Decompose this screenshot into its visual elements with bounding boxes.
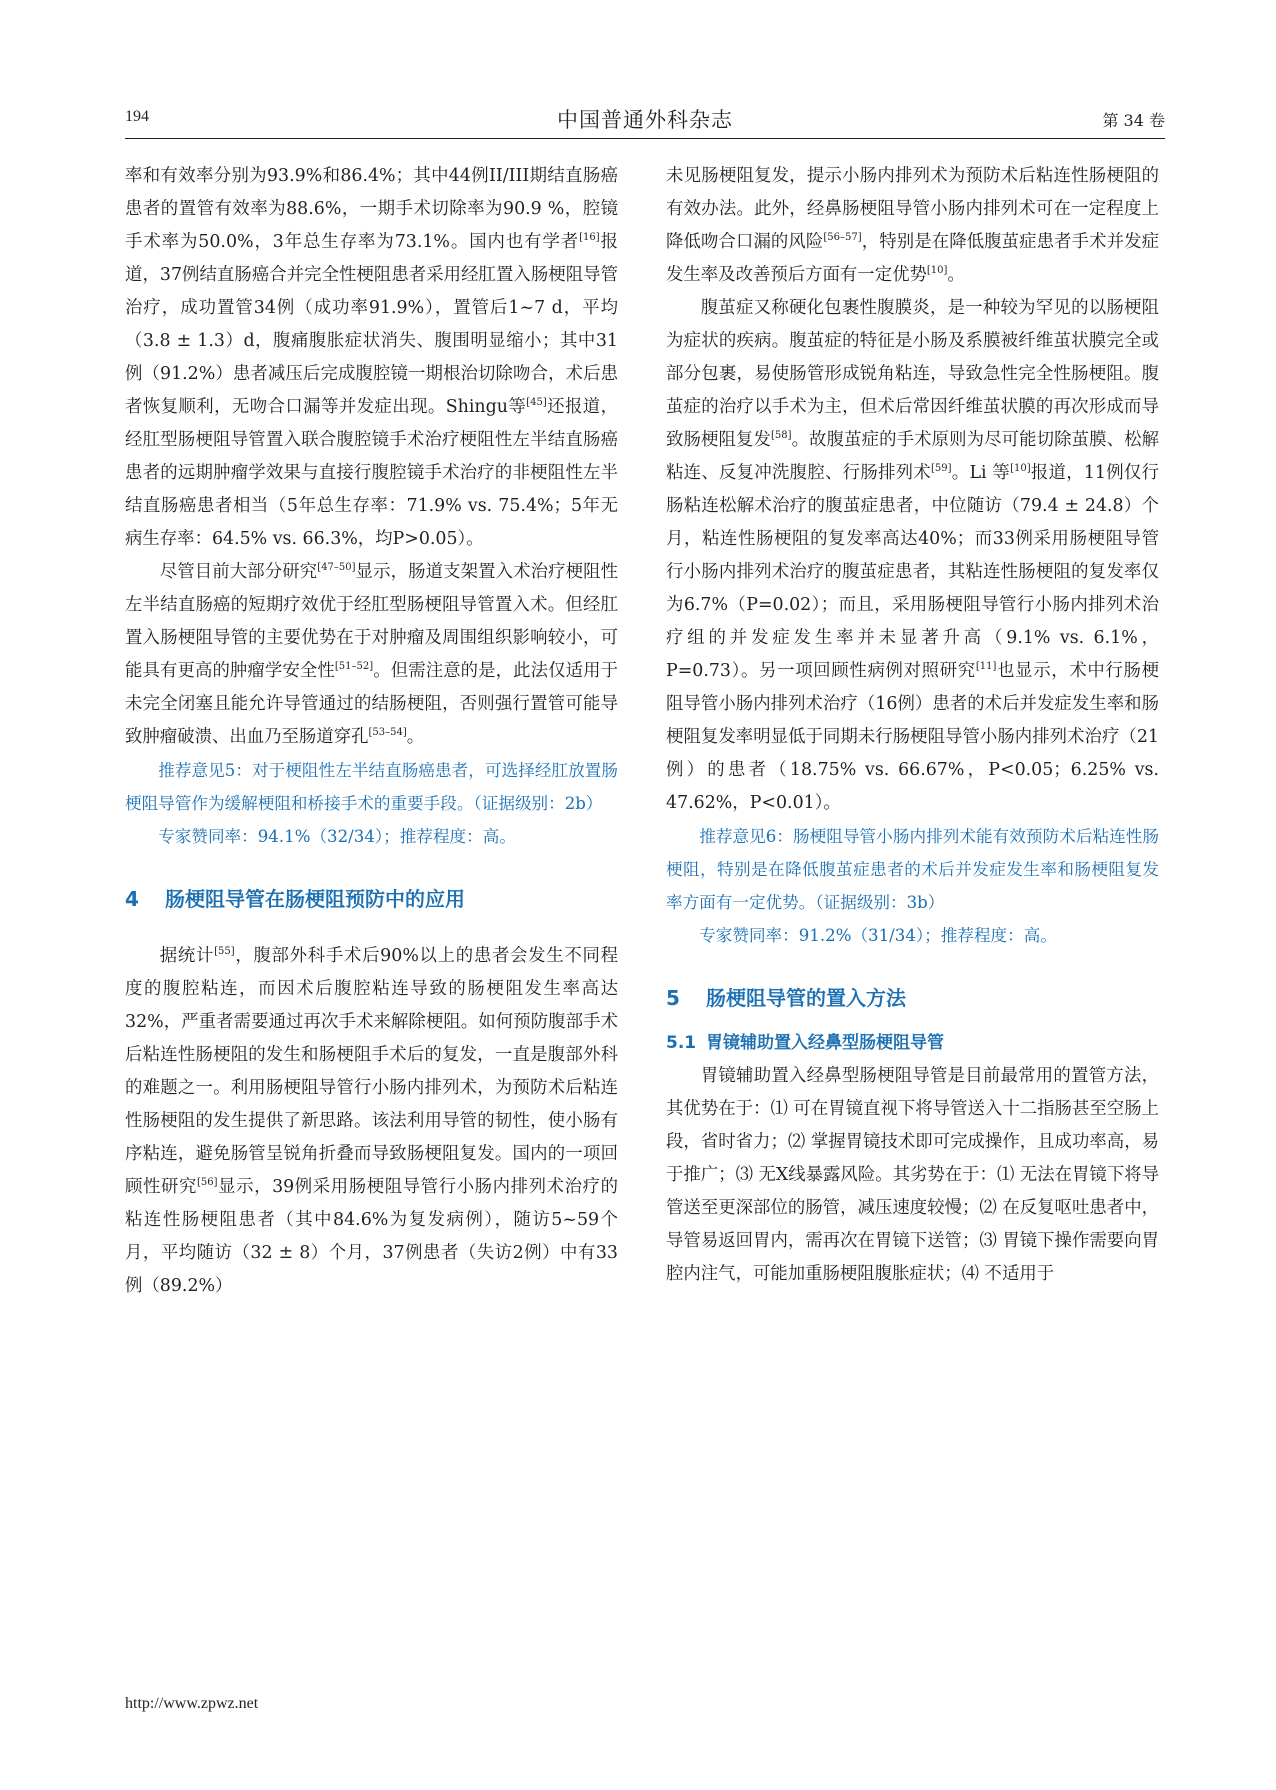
citation[interactable]: [10] xyxy=(1010,463,1031,475)
section-5-heading: 5 肠梗阻导管的置入方法 xyxy=(666,986,906,1010)
citation[interactable]: [51–52] xyxy=(334,661,374,673)
recommendation-5-consensus: 专家赞同率：94.1%（32/34）；推荐程度：高。 xyxy=(158,827,516,846)
page-number: 194 xyxy=(125,108,149,125)
volume-label: 第 34 卷 xyxy=(1102,111,1165,130)
section-4-heading: 4 肠梗阻导管在肠梗阻预防中的应用 xyxy=(125,887,465,911)
citation[interactable]: [47–50] xyxy=(317,562,356,574)
right-column xyxy=(666,160,1159,1291)
left-column xyxy=(125,160,618,1303)
citation[interactable]: [55] xyxy=(214,946,235,958)
journal-title: 中国普通外科杂志 xyxy=(557,108,733,132)
paragraph: 胃镜辅助置入经鼻型肠梗阻导管是目前最常用的置管方法，其优势在于：⑴ 可在胃镜直视下将导管送入十二指肠甚至空肠上段，省时省力；⑵ 掌握胃镜技术即可完成操作，且成功率高，易于推广；⑶ 无X线暴露风险。其劣势在于：⑴ 无法在胃镜下将导管送至更深部位的肠管，减压速度较慢；⑵ 在反复呕吐患者中，导管易返回胃内，需再次在胃镜下送管；⑶ 胃镜下操作需要向胃腔内注气，可能加重肠梗阻腹胀症状；⑷ 不适用于 xyxy=(666,1066,1159,1284)
citation[interactable]: [56] xyxy=(196,1177,218,1189)
recommendation-6: 推荐意见6：肠梗阻导管小肠内排列术能有效预防术后粘连性肠梗阻，特别是在降低腹茧症患者的术后并发症发生率和肠梗阻复发率方面有一定优势。（证据级别：3b） xyxy=(666,827,1159,912)
header-rule xyxy=(125,138,1165,139)
citation[interactable]: [58] xyxy=(771,430,792,442)
paragraph: 率和有效率分别为93.9%和86.4%；其中44例II/III期结直肠癌患者的置管有效率为88.6%，一期手术切除率为90.9 %，腔镜手术率为50.0%，3年总生存率为73.1%。国内也有学者[16]报道，37例结直肠癌合并完全性梗阻患者采用经肛置入肠梗阻导管治疗，成功置管34例（成功率91.9%），置管后1~7 d，平均（3.8 ± 1.3）d，腹痛腹胀症状消失、腹围明显缩小；其中31例（91.2%）患者减压后完成腹腔镜一期根治切除吻合，术后患者恢复顺利，无吻合口漏等并发症出现。Shingu等[45]还报道，经肛型肠梗阻导管置入联合腹腔镜手术治疗梗阻性左半结直肠癌患者的远期肿瘤学效果与直接行腹腔镜手术治疗的非梗阻性左半结直肠癌患者相当（5年总生存率：71.9% vs. 75.4%；5年无病生存率：64.5% vs. 66.3%，均P>0.05）。 xyxy=(125,166,618,549)
footer-url[interactable]: http://www.zpwz.net xyxy=(125,1695,259,1712)
citation[interactable]: [59] xyxy=(931,463,952,475)
subsection-5-1-heading: 5.1 胃镜辅助置入经鼻型肠梗阻导管 xyxy=(666,1033,944,1053)
citation[interactable]: [45] xyxy=(526,397,547,409)
page-header xyxy=(125,104,1165,138)
paragraph: 未见肠梗阻复发，提示小肠内排列术为预防术后粘连性肠梗阻的有效办法。此外，经鼻肠梗阻导管小肠内排列术可在一定程度上降低吻合口漏的风险[56–57]，特别是在降低腹茧症患者手术并发症发生率及改善预后方面有一定优势[10]。 xyxy=(666,166,1159,285)
citation[interactable]: [10] xyxy=(926,265,948,277)
citation[interactable]: [16] xyxy=(579,232,600,244)
recommendation-6-consensus: 专家赞同率：91.2%（31/34）；推荐程度：高。 xyxy=(699,926,1057,945)
paragraph: 据统计[55]，腹部外科手术后90%以上的患者会发生不同程度的腹腔粘连，而因术后腹腔粘连导致的肠梗阻发生率高达32%，严重者需要通过再次手术来解除梗阻。如何预防腹部手术后粘连性肠梗阻的发生和肠梗阻手术后的复发，一直是腹部外科的难题之一。利用肠梗阻导管行小肠内排列术，为预防术后粘连性肠梗阻的发生提供了新思路。该法利用导管的韧性，使小肠有序粘连，避免肠管呈锐角折叠而导致肠梗阻复发。国内的一项回顾性研究[56]显示，39例采用肠梗阻导管行小肠内排列术治疗的粘连性肠梗阻患者（其中84.6%为复发病例），随访5~59个月，平均随访（32 ± 8）个月，37例患者（失访2例）中有33例（89.2%） xyxy=(125,946,618,1296)
paragraph: 腹茧症又称硬化包裹性腹膜炎，是一种较为罕见的以肠梗阻为症状的疾病。腹茧症的特征是小肠及系膜被纤维茧状膜完全或部分包裹，易使肠管形成锐角粘连，导致急性完全性肠梗阻。腹茧症的治疗以手术为主，但术后常因纤维茧状膜的再次形成而导致肠梗阻复发[58]。故腹茧症的手术原则为尽可能切除茧膜、松解粘连、反复冲洗腹腔、行肠排列术[59]。Li 等[10]报道，11例仅行肠粘连松解术治疗的腹茧症患者，中位随访（79.4 ± 24.8）个月，粘连性肠梗阻的复发率高达40%；而33例采用肠梗阻导管行小肠内排列术治疗的腹茧症患者，其粘连性肠梗阻的复发率仅为6.7%（P=0.02）；而且，采用肠梗阻导管行小肠内排列术治疗组的并发症发生率并未显著升高（9.1% vs. 6.1%，P=0.73）。另一项回顾性病例对照研究[11]也显示，术中行肠梗阻导管小肠内排列术治疗（16例）患者的术后并发症发生率和肠梗阻复发率明显低于同期未行肠梗阻导管小肠内排列术治疗（21例）的患者（18.75% vs. 66.67%，P<0.05；6.25% vs. 47.62%，P<0.01）。 xyxy=(666,298,1159,813)
recommendation-5: 推荐意见5：对于梗阻性左半结直肠癌患者，可选择经肛放置肠梗阻导管作为缓解梗阻和桥接手术的重要手段。（证据级别：2b） xyxy=(125,761,618,813)
citation[interactable]: [56–57] xyxy=(823,232,862,244)
citation[interactable]: [11] xyxy=(975,661,997,673)
citation[interactable]: [53–54] xyxy=(368,727,407,739)
paragraph: 尽管目前大部分研究[47–50]显示，肠道支架置入术治疗梗阻性左半结直肠癌的短期疗效优于经肛型肠梗阻导管置入术。但经肛置入肠梗阻导管的主要优势在于对肿瘤及周围组织影响较小，可能具有更高的肿瘤学安全性[51–52]。但需注意的是，此法仅适用于未完全闭塞且能允许导管通过的结肠梗阻，否则强行置管可能导致肿瘤破溃、出血乃至肠道穿孔[53–54]。 xyxy=(125,562,618,747)
